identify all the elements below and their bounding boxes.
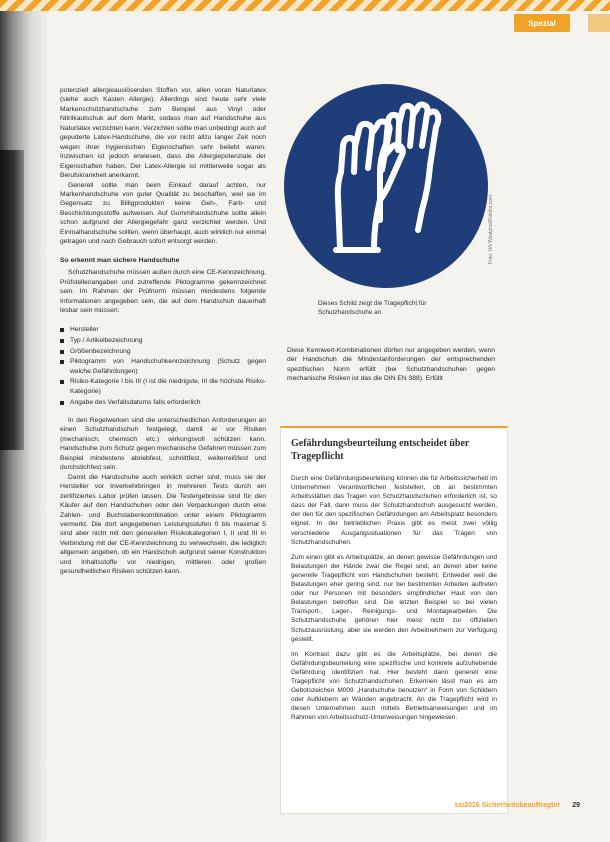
body-paragraph: Schutzhandschuhe müssen außen durch eine CE-Kennzeichnung, Prüfstellenangaben und zutreffende Piktogramme gekennzeichnet sein. Im Rahmen der Prüfnorm müssen mindestens folgende Informationen angegeben sein, die auf dem Handschuh dauerhaft lesbar sein müssen: <box>60 269 266 314</box>
mandatory-gloves-sign <box>282 80 490 292</box>
image-caption: Dieses Schild zeigt die Tragepflicht für Schutzhandschuhe an <box>318 300 427 316</box>
list-item: Piktogramm von Handschuhkennzeichnung (Schutz gegen welche Gefährdungen) <box>60 357 266 376</box>
page-binding-shadow <box>0 0 46 842</box>
top-stripe-decoration <box>0 0 610 11</box>
info-box-title: Gefährdungsbeurteilung entscheidet über Tragepflicht <box>291 438 470 462</box>
list-item: Typ / Artikelbezeichnung <box>60 336 266 345</box>
requirements-list <box>60 325 266 407</box>
info-box-paragraph: Durch eine Gefährdungsbeurteilung können die für Arbeitssicherheit im Unternehmen Verantwortlichen feststellen, ob an bestimmten Arbeitsstätten das Tragen von Schutzhandschuhen erforderlich ist, so dass der Fall, dann muss der Schutzhandschuh ausgesucht werden, der den für den spezifischen Gefährdungen am Arbeitsplatz besonders eignet. In der betrieblichen Praxis gibt es meist zwei völlig verschiedene Ausgangssituationen für das Tragen von Schutzhandschuhen. <box>291 475 497 546</box>
page-footer <box>454 802 580 809</box>
corner-decoration <box>588 14 610 32</box>
section-subheading: So erkennt man sichere Handschuhe <box>60 256 180 264</box>
footer-brand: ssi2016 Sicherheitsbeauftragter <box>454 802 561 809</box>
photo-credit: Foto: Ulli Westphal/Fotolia.com <box>488 194 494 264</box>
info-box-paragraph: Im Kontrast dazu gibt es die Arbeitsplätze, bei denen die Gefährdungsbeurteilung eine spezifische und konkrete aufzuhebende Gefährdung identifiziert hat. Hier besteht dann generell eine Tragepflicht von Schutzhandschuhen. Erkennen lässt man es am Gebotszeichen M009 „Handschuhe benutzen“ in Form von Schildern oder Aufklebern an Wänden angebracht. An die Tragepflicht wird in diesen Unternehmen auch mittels Betriebsanweisungen und im Rahmen von Arbeitsschutz-Unterweisungen hingewiesen. <box>291 650 497 722</box>
right-column-paragraph: Diese Kennwert-Kombinationen dürfen nur angegeben werden, wenn der Handschuh die Mindestanforderungen der entsprechenden spezifischen Norm erfüllt (bei Schutzhandschuhen gegen mechanische Risiken ist das die DIN EN 388). Erfüllt <box>287 347 495 383</box>
info-box-paragraph: Zum einen gibt es Arbeitsplätze, an denen gewisse Gefährdungen und Belastungen der Hände zwar die Regel sind, an denen aber keine generelle Tragepflicht von Handschuhen besteht. Entweder weil die Belastungen eher gering sind, nur bei bestimmten Arbeiten auftreten oder nur Personen mit besonders empfindlicher Haut von den Belastungen betroffen sind. Die letzten Beispiel so bei vielen Transport-, Lager-, Reinigungs- und Montagearbeiten. Die Schutzhandschuhe gehören hier meist nicht zur offiziellen Schutzausrüstung, aber sie werden den Arbeitnehmern zur Verfügung gestellt. <box>291 553 497 643</box>
left-column <box>60 86 266 577</box>
body-paragraph: Damit die Handschuhe auch wirklich sicher sind, muss sie der Hersteller vor Inverkehrbringen in mehreren Tests durch ein zertifiziertes Labor prüfen lassen. Die Testergebnisse sind für den Käufer auf den Handschuhen oder den Verpackungen durch eine Zahlen- und Buchstabenkombination unter einem Piktogramm vermerkt. Die dort angegebenen Leistungsstufen 0 bis maximal 5 sind aber nicht mit den generellen Risikokategorien I, II und III in Verbindung mit der CE-Kennzeichnung zu verwechseln, die lediglich allgemein angeben, ob ein Handschuh aufgrund seiner Konstruktion und Inhaltsstoffe vor niedrigen, mittleren oder großen gesundheitlichen Risiken schützen kann. <box>60 473 266 576</box>
body-paragraph: In den Regelwerken sind die unterschiedlichen Anforderungen an einen Schutzhandschuh festgelegt, damit er vor Risiken (mechanisch, chemisch etc.) wirkungsvoll schützen kann. Handschuhe zum Schutz gegen mechanische Gefahren müssen zum Beispiel mindestens abriebfest, schnittfest, weiterreißfest und durchstichfest sein. <box>60 416 266 472</box>
list-item: Größenbezeichnung <box>60 347 266 356</box>
section-tab: Spezial <box>514 14 570 32</box>
list-item: Risiko-Kategorie I bis III (I ist die niedrigste, III die höchste Risiko-Kategorie) <box>60 377 266 396</box>
info-box <box>280 426 508 814</box>
list-item: Angabe des Verfallsdatums falls erforderlich <box>60 398 266 407</box>
body-paragraph: potenziell allergieauslösenden Stoffen vor, allen voran Naturlatex (siehe auch Kasten Allergie). Allerdings sind heute sehr viele Markenschutzhandschuhe zum Beispiel aus Vinyl oder Nitrilkautschuk auf dem Markt, sodass man auf Handschuhe aus Naturlatex verzichten kann. Verzichten sollte man unbedingt auch auf gepuderte Latex-Handschuhe, die vor nicht allzu langer Zeit noch wegen ihrer hygienischen Eigenschaften sehr beliebt waren. Inzwischen ist jedoch erwiesen, dass die Allergiepotenziale der Eigenschaften haben. Der Latex-Allergie ist mittlerweile sogar als Berufskrankheit anerkannt. <box>60 87 266 180</box>
body-paragraph: Generell sollte man beim Einkauf darauf achten, nur Markenhandschuhe von guter Qualität zu beschaffen, weil sie im Gegensatz zu Billigprodukten keine Geh-, Farb- und Beschichtungsstoffe aufweisen. Auf Gummihandschuhe sollte allein schon aufgrund der Allergiegefahr ganz verzichtet werden. Und Einmalhandschuhe sollten, wenn überhaupt, auch wirklich nur einmal getragen und nach Gebrauch sofort entsorgt werden. <box>60 181 266 246</box>
gloves-sign-icon <box>282 80 490 292</box>
list-item: Hersteller <box>60 325 266 334</box>
page-number: 29 <box>572 802 580 809</box>
